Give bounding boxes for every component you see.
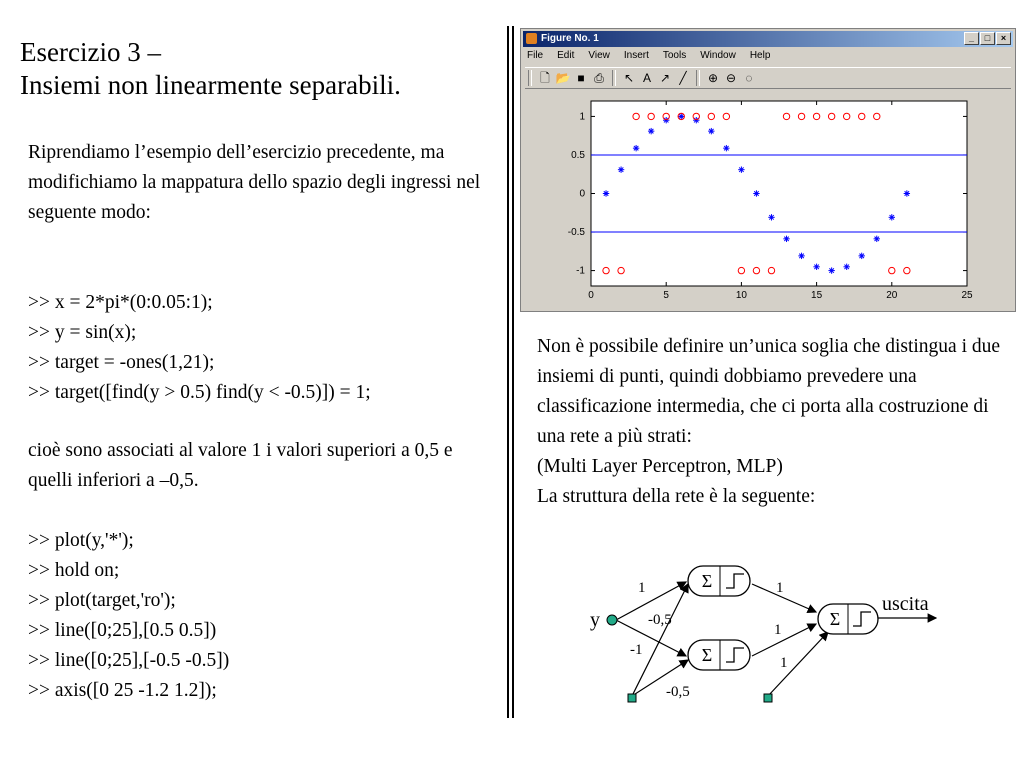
toolbar-separator bbox=[528, 70, 532, 86]
weight-h1-out: 1 bbox=[776, 580, 784, 596]
line-icon[interactable]: ╱ bbox=[679, 71, 687, 85]
y-tick-label: -1 bbox=[576, 265, 585, 277]
menu-tools[interactable]: Tools bbox=[662, 50, 687, 61]
x-tick-label: 15 bbox=[811, 290, 823, 301]
sum-symbol: Σ bbox=[701, 571, 713, 591]
slide-title bbox=[20, 36, 401, 102]
close-button[interactable]: × bbox=[996, 32, 1011, 45]
x-tick-label: 20 bbox=[886, 290, 898, 301]
data-point bbox=[813, 264, 819, 270]
save-icon[interactable]: ■ bbox=[577, 71, 585, 85]
menu-edit[interactable]: Edit bbox=[557, 50, 575, 61]
title-line-1: Esercizio 3 – bbox=[20, 37, 161, 67]
right-text-3: La struttura della rete è la seguente: bbox=[537, 486, 816, 507]
figure-titlebar[interactable] bbox=[523, 31, 1013, 47]
right-text-1: Non è possibile definire un’unica soglia che distingua i due insiemi di punti, quindi dobbiamo prevedere una classificazione intermedia, che ci porta alla costruzione di una rete a più strati: bbox=[537, 336, 1001, 447]
rotate-icon[interactable]: ◌ bbox=[745, 71, 753, 85]
right-paragraph bbox=[537, 332, 1007, 512]
divider-line bbox=[507, 26, 509, 718]
bias-node-2 bbox=[764, 694, 772, 702]
data-point bbox=[889, 214, 895, 220]
weight-in-h1: 1 bbox=[638, 580, 646, 596]
menu-view[interactable]: View bbox=[588, 50, 610, 61]
sum-symbol: Σ bbox=[829, 609, 841, 629]
divider-line bbox=[512, 26, 514, 718]
edge-h1-out bbox=[752, 584, 816, 612]
zoom-in-icon[interactable]: ⊕ bbox=[707, 71, 719, 85]
output-neuron bbox=[818, 604, 878, 634]
code-line: >> target = -ones(1,21); bbox=[28, 352, 215, 373]
note-paragraph: cioè sono associati al valore 1 i valori superiori a 0,5 e quelli inferiori a –0,5. bbox=[28, 440, 453, 491]
data-point bbox=[723, 145, 729, 151]
text-icon[interactable]: A bbox=[642, 71, 651, 85]
code-line: >> hold on; bbox=[28, 560, 120, 581]
code-line: >> y = sin(x); bbox=[28, 322, 137, 343]
code-line: >> plot(target,'ro'); bbox=[28, 590, 176, 611]
y-tick-label: 0.5 bbox=[571, 149, 585, 161]
print-icon[interactable]: ⎙ bbox=[594, 71, 604, 85]
edge-bias-h1 bbox=[632, 584, 688, 696]
weight-h2-out: 1 bbox=[774, 622, 782, 638]
data-point bbox=[633, 145, 639, 151]
plot-area bbox=[525, 91, 1011, 307]
menu-help[interactable]: Help bbox=[749, 50, 771, 61]
code-line: >> x = 2*pi*(0:0.05:1); bbox=[28, 292, 213, 313]
bias-node-1 bbox=[628, 694, 636, 702]
x-tick-label: 10 bbox=[735, 290, 747, 301]
menu-insert[interactable]: Insert bbox=[623, 50, 649, 61]
weight-bias-out: 1 bbox=[780, 655, 788, 671]
code-line: >> axis([0 25 -1.2 1.2]); bbox=[28, 680, 217, 701]
new-icon[interactable]: 🗋 bbox=[540, 71, 550, 85]
open-icon[interactable]: 📂 bbox=[555, 71, 571, 85]
x-tick-label: 5 bbox=[663, 290, 669, 301]
x-tick-label: 0 bbox=[588, 290, 594, 301]
data-point bbox=[828, 267, 834, 273]
data-point bbox=[783, 236, 789, 242]
right-text-2: (Multi Layer Perceptron, MLP) bbox=[537, 456, 783, 477]
edge-bias-out bbox=[768, 632, 828, 696]
input-label: y bbox=[590, 609, 600, 631]
menu-file[interactable]: File bbox=[527, 50, 544, 61]
sum-symbol: Σ bbox=[701, 645, 713, 665]
title-line-2: Insiemi non linearmente separabili. bbox=[20, 70, 401, 100]
weight-in-h2: -1 bbox=[630, 642, 643, 658]
intro-paragraph: Riprendiamo l’esempio dell’esercizio precedente, ma modifichiamo la mappatura dello spazio degli ingressi nel seguente modo: bbox=[28, 142, 481, 223]
data-point bbox=[738, 166, 744, 172]
code-line: >> target([find(y > 0.5) find(y < -0.5)]) = 1; bbox=[28, 382, 371, 403]
arrow-icon[interactable]: ↖ bbox=[623, 71, 635, 85]
y-tick-label: 0 bbox=[579, 188, 585, 200]
zoom-out-icon[interactable]: ⊖ bbox=[725, 71, 737, 85]
maximize-button[interactable]: □ bbox=[980, 32, 995, 45]
x-tick-label: 25 bbox=[961, 290, 973, 301]
data-point bbox=[768, 214, 774, 220]
data-point bbox=[753, 190, 759, 196]
mlp-diagram bbox=[580, 560, 980, 720]
y-tick-label: 1 bbox=[579, 111, 585, 123]
code-block-2 bbox=[28, 526, 229, 706]
code-block-1 bbox=[28, 288, 371, 408]
weight-bias-h1: -0,5 bbox=[648, 612, 672, 628]
edge-h2-out bbox=[752, 624, 816, 656]
figure-title: Figure No. 1 bbox=[541, 33, 599, 44]
menu-window[interactable]: Window bbox=[700, 50, 736, 61]
output-label: uscita bbox=[882, 593, 929, 615]
code-line: >> line([0;25],[-0.5 -0.5]) bbox=[28, 650, 230, 671]
input-node bbox=[607, 615, 617, 625]
toolbar bbox=[525, 67, 1011, 89]
toolbar-separator bbox=[612, 70, 616, 86]
axes-box bbox=[591, 101, 967, 286]
matlab-icon bbox=[526, 33, 537, 44]
hidden-neuron-1 bbox=[688, 566, 750, 596]
arrow-line-icon[interactable]: ↗ bbox=[659, 71, 671, 85]
data-point bbox=[648, 128, 654, 134]
menu-bar bbox=[525, 49, 772, 65]
y-tick-label: -0.5 bbox=[567, 227, 585, 239]
code-line: >> line([0;25],[0.5 0.5]) bbox=[28, 620, 217, 641]
data-point bbox=[874, 236, 880, 242]
weight-bias-h2: -0,5 bbox=[666, 684, 690, 700]
data-point bbox=[708, 128, 714, 134]
toolbar-separator bbox=[696, 70, 700, 86]
code-line: >> plot(y,'*'); bbox=[28, 530, 134, 551]
figure-window bbox=[520, 28, 1016, 312]
hidden-neuron-2 bbox=[688, 640, 750, 670]
minimize-button[interactable]: _ bbox=[964, 32, 979, 45]
